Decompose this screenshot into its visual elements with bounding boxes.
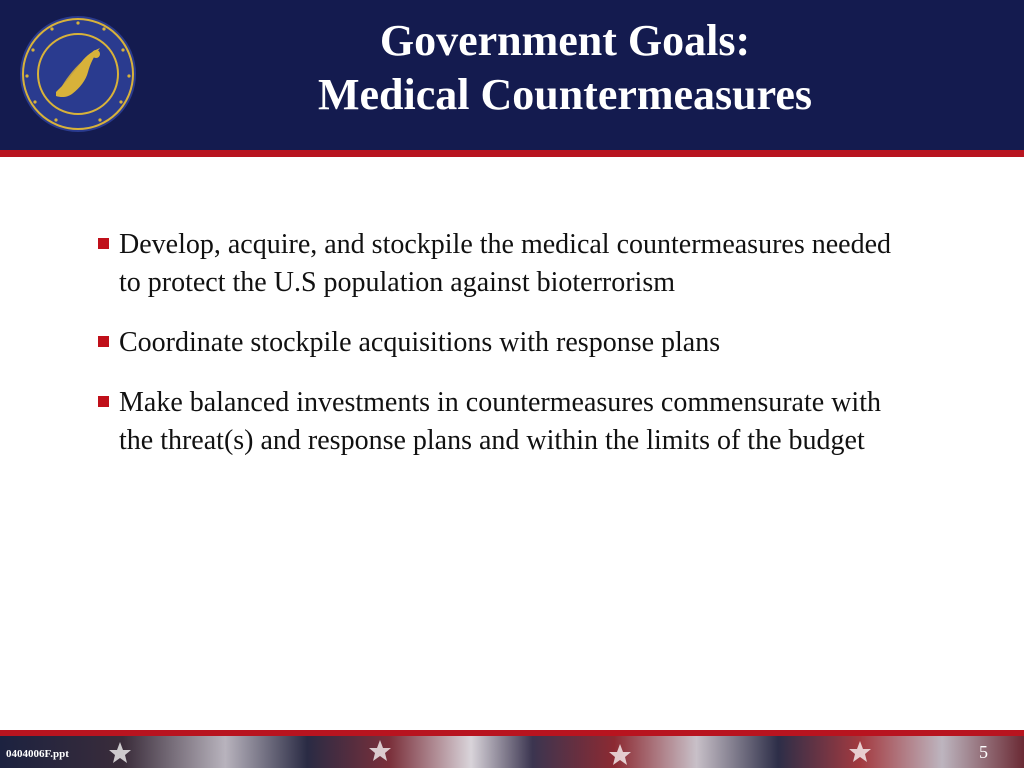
- slide-title-line-1: Government Goals:: [379, 16, 751, 65]
- bullet-text: Make balanced investments in countermeasures commensurate with the threat(s) and response plans and within the limits of the budget: [119, 387, 881, 456]
- header-divider: [0, 150, 1024, 157]
- flag-stars-decoration: [0, 736, 1024, 768]
- square-bullet-icon: [98, 238, 109, 249]
- file-name-label: 0404006F.ppt: [6, 748, 69, 760]
- slide-title-line-2: Medical Countermeasures: [317, 70, 813, 119]
- bullet-text: Coordinate stockpile acquisitions with response plans: [119, 327, 721, 358]
- square-bullet-icon: [98, 336, 109, 347]
- square-bullet-icon: [98, 396, 109, 407]
- hhs-seal-icon: [18, 14, 138, 134]
- bullet-item: [96, 324, 916, 362]
- bullet-list: [96, 226, 916, 482]
- bullet-item: [96, 226, 916, 302]
- bullet-text: Develop, acquire, and stockpile the medical countermeasures needed to protect the U.S population against bioterrorism: [119, 229, 892, 298]
- flag-footer-band: [0, 736, 1024, 768]
- slide-title: [150, 14, 980, 122]
- bullet-item: [96, 384, 916, 460]
- page-number: 5: [979, 742, 988, 762]
